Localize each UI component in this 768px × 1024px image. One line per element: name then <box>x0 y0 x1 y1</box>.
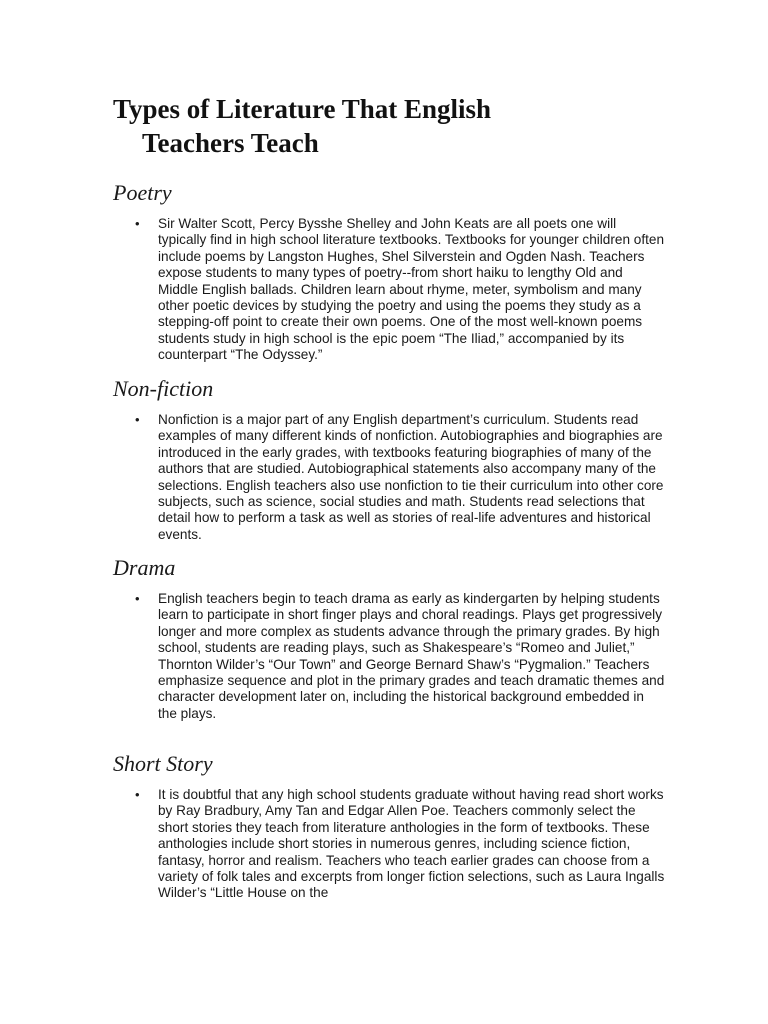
drama-list <box>135 591 665 722</box>
section-heading-poetry: Poetry <box>113 180 172 205</box>
poetry-list <box>135 216 665 364</box>
list-item <box>135 591 665 722</box>
non-fiction-paragraph: Nonfiction is a major part of any English department’s curriculum. Students read examples of many different kinds of nonfiction. Autobiographies and biographies are introduced in the early grades, with textbooks featuring biographies of many of the authors that are studied. Autobiographical statements also accompany many of the selections. English teachers also use nonfiction to tie their curriculum into other core subjects, such as science, social studies and math. Students read selections that detail how to perform a task as well as stories of real-life adventures and historical events. <box>158 412 664 542</box>
short-story-paragraph: It is doubtful that any high school students graduate without having read short works by Ray Bradbury, Amy Tan and Edgar Allen Poe. Teachers commonly select the short stories they teach from literature anthologies in the form of textbooks. These anthologies include short stories in numerous genres, including science fiction, fantasy, horror and realism. Teachers who teach earlier grades can choose from a variety of folk tales and excerpts from longer fiction selections, such as Laura Ingalls Wilder’s “Little House on the <box>158 787 665 901</box>
drama-paragraph: English teachers begin to teach drama as early as kindergarten by helping students learn to participate in short finger plays and choral readings. Plays get progressively longer and more complex as students advance through the primary grades. By high school, students are reading plays, such as Shakespeare’s “Romeo and Juliet,” Thornton Wilder’s “Our Town” and George Bernard Shaw’s “Pygmalion.” Teachers emphasize sequence and plot in the primary grades and teach dramatic themes and character development later on, including the historical background embedded in the plays. <box>158 591 665 721</box>
list-item <box>135 787 665 902</box>
document-title <box>113 92 673 160</box>
bullet-icon: • <box>135 591 140 606</box>
section-heading-non-fiction: Non-fiction <box>113 376 214 401</box>
list-item <box>135 216 665 364</box>
section-heading-drama: Drama <box>113 555 176 580</box>
section-heading-short-story: Short Story <box>113 751 213 776</box>
bullet-icon: • <box>135 216 140 231</box>
bullet-icon: • <box>135 787 140 802</box>
list-item <box>135 412 665 543</box>
bullet-icon: • <box>135 412 140 427</box>
poetry-paragraph: Sir Walter Scott, Percy Bysshe Shelley and John Keats are all poets one will typically find in high school literature textbooks. Textbooks for younger children often include poems by Langston Hughes, Shel Silverstein and Ogden Nash. Teachers expose students to many types of poetry--from short haiku to lengthy Old and Middle English ballads. Children learn about rhyme, meter, symbolism and many other poetic devices by studying the poetry and using the poems they study as a stepping-off point to create their own poems. One of the most well-known poems students study in high school is the epic poem “The Iliad,” accompanied by its counterpart “The Odyssey.” <box>158 216 665 363</box>
document-title-line-1: Types of Literature That English <box>113 94 492 124</box>
non-fiction-list <box>135 412 665 543</box>
short-story-list <box>135 787 665 902</box>
document-title-line-2: Teachers Teach <box>142 128 319 158</box>
